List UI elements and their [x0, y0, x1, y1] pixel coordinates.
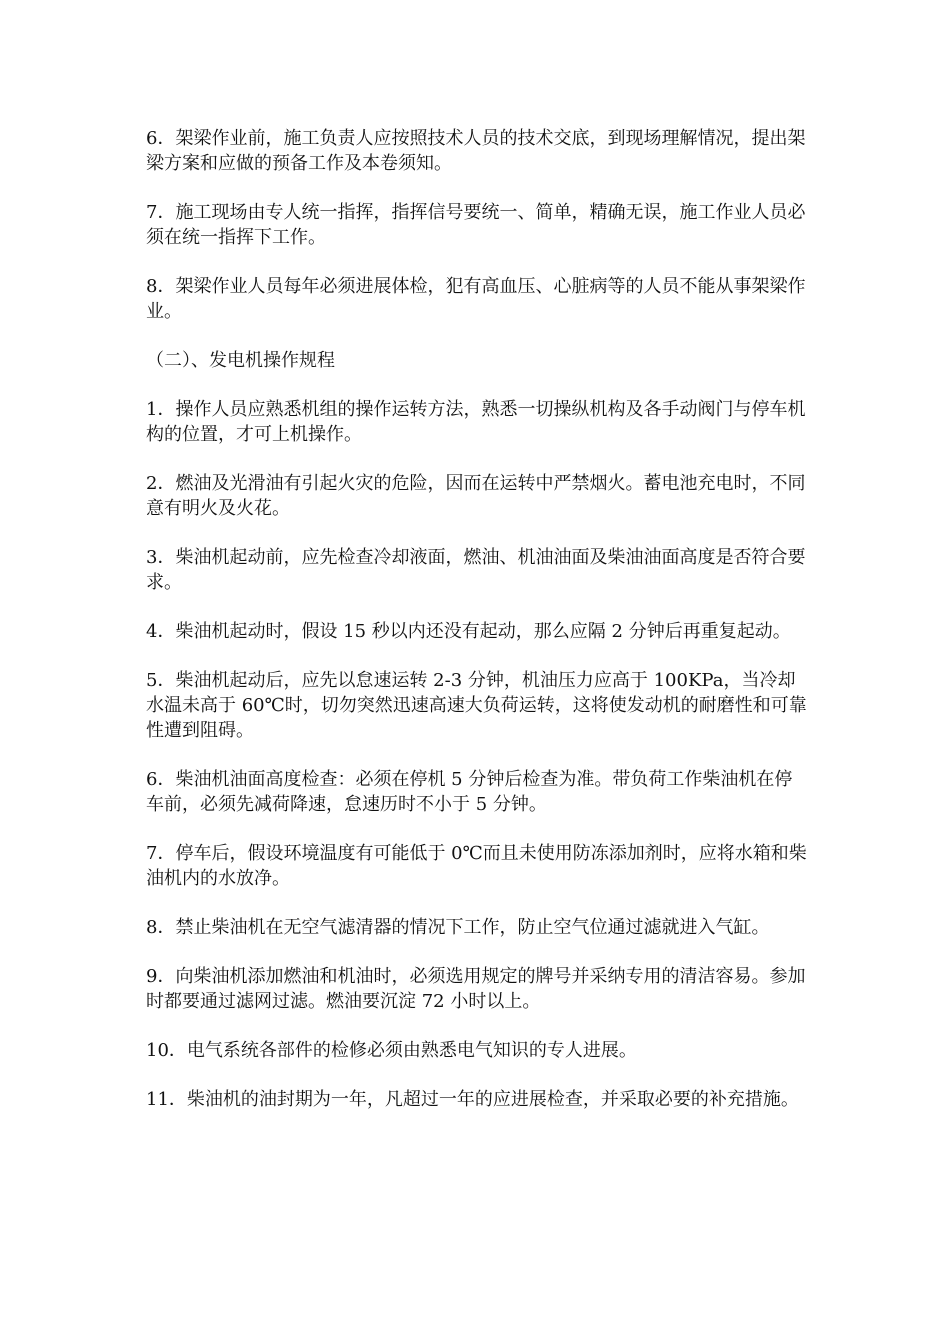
rule-7: 7．停车后，假设环境温度有可能低于 0℃而且未使用防冻添加剂时，应将水箱和柴油机内的水放净。: [146, 843, 807, 889]
rule-1: 1．操作人员应熟悉机组的操作运转方法，熟悉一切操纵机构及各手动阀门与停车机构的位置，才可上机操作。: [146, 399, 806, 445]
rule-4: 4．柴油机起动时，假设 15 秒以内还没有起动，那么应隔 2 分钟后再重复起动。: [146, 621, 791, 642]
paragraph-8: 8．架梁作业人员每年必须进展体检，犯有高血压、心脏病等的人员不能从事架梁作业。: [146, 276, 806, 322]
rule-8: 8．禁止柴油机在无空气滤清器的情况下工作，防止空气位通过滤就进入气缸。: [146, 917, 770, 938]
rule-3: 3．柴油机起动前，应先检查冷却液面，燃油、机油油面及柴油油面高度是否符合要求。: [146, 547, 806, 593]
paragraph-7: 7．施工现场由专人统一指挥，指挥信号要统一、简单，精确无误，施工作业人员必须在统一指挥下工作。: [146, 202, 806, 248]
rule-6: 6．柴油机油面高度检查：必须在停机 5 分钟后检查为准。带负荷工作柴油机在停车前，必须先减荷降速，怠速历时不小于 5 分钟。: [146, 769, 793, 815]
rule-10: 10．电气系统各部件的检修必须由熟悉电气知识的专人进展。: [146, 1040, 637, 1061]
document-body: [146, 126, 810, 1136]
paragraph-6: 6．架梁作业前，施工负责人应按照技术人员的技术交底，到现场理解情况，提出架梁方案和应做的预备工作及本卷须知。: [146, 128, 806, 174]
rule-11: 11．柴油机的油封期为一年，凡超过一年的应进展检查，并采取必要的补充措施。: [146, 1089, 799, 1110]
rule-5: 5．柴油机起动后，应先以怠速运转 2-3 分钟，机油压力应高于 100KPa，当冷却水温未高于 60℃时，切勿突然迅速高速大负荷运转，这将使发动机的耐磨性和可靠性遭到阻碍。: [146, 670, 807, 741]
rule-9: 9．向柴油机添加燃油和机油时，必须选用规定的牌号并采纳专用的清洁容易。参加时都要通过滤网过滤。燃油要沉淀 72 小时以上。: [146, 966, 806, 1012]
rule-2: 2．燃油及光滑油有引起火灾的危险，因而在运转中严禁烟火。蓄电池充电时，不同意有明火及火花。: [146, 473, 806, 519]
section-heading: （二）、发电机操作规程: [146, 350, 335, 371]
